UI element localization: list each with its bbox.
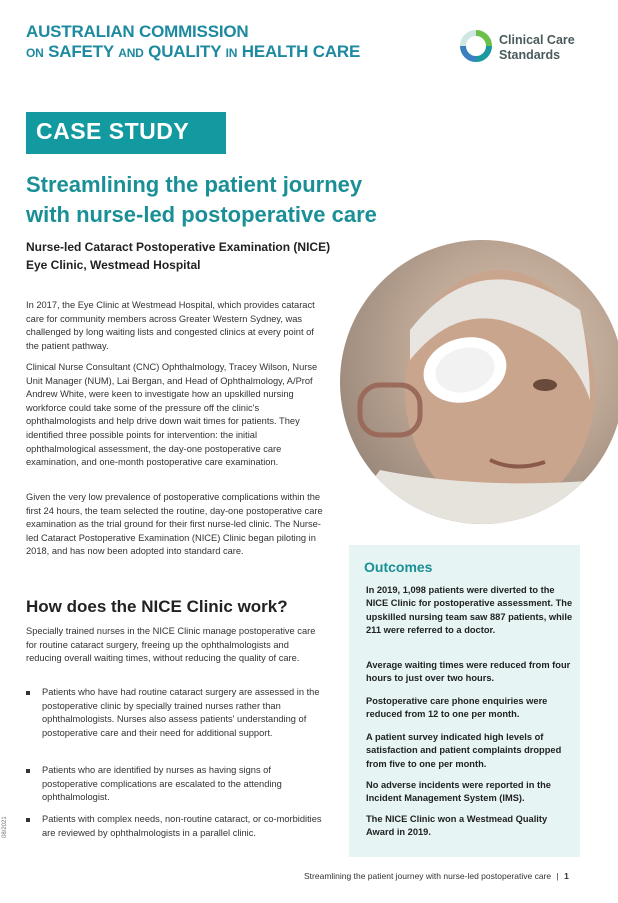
- clinical-care-standards-logo-icon: [458, 28, 494, 64]
- case-study-label: CASE STUDY: [36, 118, 190, 144]
- logo-text: [499, 33, 575, 63]
- section-heading: How does the NICE Clinic work?: [26, 597, 288, 616]
- title-line1: Streamlining the patient journey: [26, 172, 363, 197]
- org-word-in: IN: [225, 46, 238, 60]
- list-item: [26, 686, 328, 746]
- footer-text: Streamlining the patient journey with nurse-led postoperative care: [304, 871, 552, 881]
- bullet-text: Patients with complex needs, non-routine cataract, or co-morbidities are reviewed by ophthalmologists in a parallel clinic.: [42, 814, 322, 838]
- outcome-item: No adverse incidents were reported in the Incident Management System (IMS).: [366, 780, 551, 804]
- org-name-line2: [26, 42, 360, 63]
- intro-paragraph-3: Given the very low prevalence of postoperative complications within the first 24 hours, the team selected the routine, day-one postoperative care examination as the trial ground for their first nurse-led clinic. The Nurse-led Cataract Postoperative Examination (NICE) Clinic began piloting in 2018, and has now been adopted into standard care.: [26, 492, 323, 557]
- footer-separator: |: [556, 871, 559, 881]
- page-number: 1: [564, 871, 569, 881]
- bullet-icon: [26, 818, 30, 822]
- org-word-quality: QUALITY: [148, 42, 222, 61]
- org-word-health-care: HEALTH CARE: [241, 42, 361, 61]
- intro-paragraph-1: In 2017, the Eye Clinic at Westmead Hospital, which provides cataract care for community members across Greater Western Sydney, was challenged by long waiting lists and congested clinics at every point of the patient pathway.: [26, 300, 315, 351]
- outcome-item: The NICE Clinic won a Westmead Quality Award in 2019.: [366, 814, 548, 838]
- patient-photo: [340, 240, 618, 524]
- subtitle-line2: Eye Clinic, Westmead Hospital: [26, 258, 201, 272]
- outcome-item: A patient survey indicated high levels of satisfaction and patient complaints dropped from five to one per month.: [366, 732, 562, 769]
- title-line2: with nurse-led postoperative care: [26, 202, 377, 227]
- org-word-and: AND: [118, 46, 144, 60]
- page-title: [26, 170, 466, 230]
- subtitle-line1: Nurse-led Cataract Postoperative Examination (NICE): [26, 240, 331, 254]
- bullet-text: Patients who are identified by nurses as having signs of postoperative complications are escalated to the attending ophthalmologist.: [42, 765, 282, 803]
- logo-text-line1: Clinical Care: [499, 33, 575, 47]
- patient-face-image: [340, 240, 618, 524]
- outcome-item: Postoperative care phone enquiries were reduced from 12 to one per month.: [366, 696, 548, 720]
- outcome-item: In 2019, 1,098 patients were diverted to the NICE Clinic for postoperative assessment. The upskilled nursing team saw 887 patients, while 211 were referred to a doctor.: [366, 585, 573, 636]
- org-name-line1: AUSTRALIAN COMMISSION: [26, 22, 249, 41]
- bullet-text: Patients who have had routine cataract surgery are assessed in the postoperative clinic by specially trained nurses rather than ophthalmologists. Nurses also assess patients' understanding of postoperative care and their need for additional support.: [42, 687, 320, 738]
- section-lead: Specially trained nurses in the NICE Clinic manage postoperative care for routine cataract surgery, freeing up the ophthalmologists and reducing overall waiting times, without reducing the quality of care.: [26, 626, 316, 664]
- bullet-icon: [26, 769, 30, 773]
- list-item: [26, 813, 328, 857]
- outcomes-title: Outcomes: [364, 559, 433, 575]
- bullet-icon: [26, 691, 30, 695]
- org-word-on: ON: [26, 46, 44, 60]
- logo-text-line2: Standards: [499, 48, 561, 62]
- subtitle: [26, 238, 330, 274]
- outcome-item: Average waiting times were reduced from four hours to just over two hours.: [366, 660, 571, 684]
- org-word-safety: SAFETY: [48, 42, 114, 61]
- publication-code: 08/2021: [2, 816, 8, 838]
- intro-paragraph-2: Clinical Nurse Consultant (CNC) Ophthalmology, Tracey Wilson, Nurse Unit Manager (NUM), Lai Bergan, and Head of Ophthalmology, A/Prof Andrew White, were keen to investigate how an upskilled nursing workforce could take some of the pressure off the clinic's ophthalmologists and help drive down wait times for patients. They identified three possible points for intervention: the initial ophthalmological assessment, the day-one postoperative care examination, and one-month postoperative care examination.: [26, 362, 318, 468]
- footer: [304, 871, 569, 881]
- list-item: [26, 764, 328, 808]
